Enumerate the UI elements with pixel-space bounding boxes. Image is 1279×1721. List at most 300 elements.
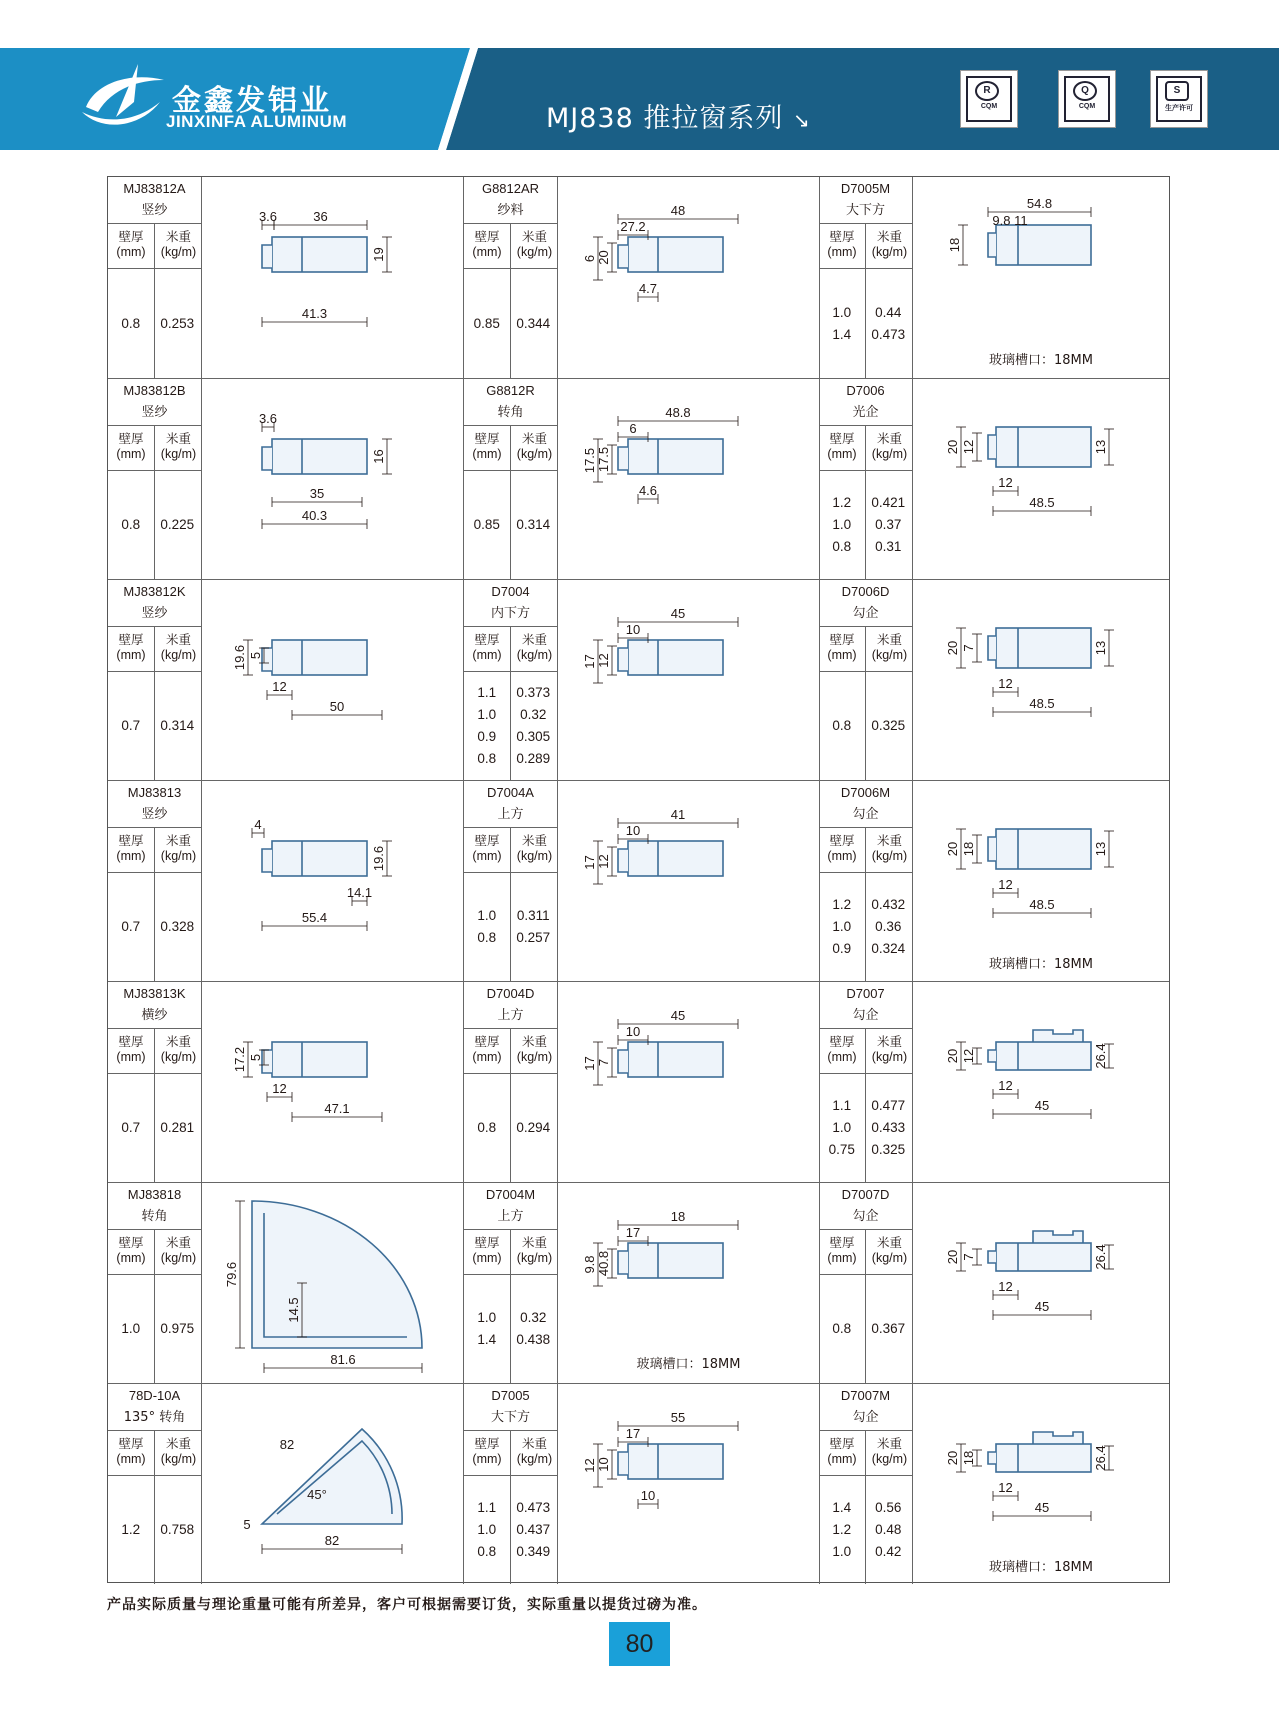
- dim-label: 12: [998, 877, 1013, 892]
- dim-label: 17: [582, 855, 597, 870]
- thickness-value: 1.0: [121, 1321, 141, 1336]
- product-info: [464, 981, 558, 1182]
- spec-row: [819, 894, 912, 916]
- weight-value: 0.37: [875, 517, 902, 532]
- spec-values: [819, 1476, 912, 1584]
- profile-diagram: [913, 1183, 1169, 1384]
- weight-value: 0.477: [871, 1098, 906, 1113]
- dim-label: 81.6: [330, 1352, 356, 1367]
- product-info: [819, 1383, 913, 1584]
- profile-diagram: [558, 177, 820, 378]
- dim-label: 17.2: [232, 1046, 247, 1073]
- thickness-value: 1.0: [477, 707, 497, 722]
- brand-name-en: JINXINFA ALUMINUM: [166, 112, 348, 131]
- weight-header: 米重 (kg/m): [516, 633, 553, 662]
- weight-header: 米重 (kg/m): [516, 1236, 553, 1265]
- dim-label: 18: [961, 841, 976, 857]
- product-name: 上方: [497, 1008, 524, 1023]
- spec-row: [819, 302, 912, 324]
- dim-label: 7: [961, 644, 976, 652]
- thickness-value: 1.0: [832, 1544, 852, 1559]
- thickness-value: 0.7: [121, 919, 141, 934]
- product-table: [107, 176, 1170, 1583]
- product-name: 竖纱: [141, 807, 168, 822]
- weight-value: 0.324: [871, 941, 906, 956]
- weight-value: 0.328: [160, 919, 195, 934]
- spec-values: [464, 269, 557, 378]
- profile-drawing: [913, 1383, 1169, 1584]
- dim-label: 45: [1034, 1299, 1050, 1314]
- glass-slot-note: 玻璃槽口：18MM: [989, 353, 1093, 368]
- dim-label: 12: [961, 439, 976, 455]
- product-info: [464, 1182, 558, 1383]
- dim-label: 10: [640, 1488, 656, 1503]
- product-code: MJ83812A: [123, 181, 186, 196]
- weight-value: 0.432: [871, 897, 906, 912]
- weight-header: 米重 (kg/m): [871, 1035, 908, 1064]
- product-info: [819, 981, 913, 1182]
- spec-row: [464, 927, 557, 949]
- product-code: G8812AR: [481, 181, 540, 196]
- spec-row: [819, 1117, 912, 1139]
- dim-label: 9.8: [582, 1255, 597, 1274]
- thickness-value: 0.8: [832, 718, 852, 733]
- dim-label: 17: [582, 654, 597, 669]
- product-info: [819, 378, 913, 579]
- glass-slot-note: 玻璃槽口：18MM: [989, 957, 1093, 972]
- weight-header: 米重 (kg/m): [516, 230, 553, 259]
- profile-drawing: [913, 177, 1169, 378]
- dim-label: 4.6: [638, 483, 658, 498]
- cert-badge-r: R CQM: [960, 70, 1018, 128]
- profile-diagram: [558, 580, 820, 781]
- profile-diagram: [202, 379, 464, 580]
- product-code: MJ83812B: [123, 383, 186, 398]
- dim-label: 26.4: [1093, 1445, 1108, 1471]
- thickness-value: 0.9: [477, 729, 497, 744]
- thickness-value: 0.8: [121, 315, 141, 331]
- profile-diagram: [913, 379, 1169, 580]
- spec-row: [819, 1541, 912, 1563]
- thickness-value: 1.1: [477, 685, 497, 700]
- thickness-value: 1.0: [832, 919, 852, 934]
- profile-drawing: [202, 981, 464, 1182]
- thickness-value: 0.85: [473, 517, 500, 532]
- profile-drawing: [558, 1383, 820, 1584]
- thickness-header: 壁厚 (mm): [472, 633, 502, 662]
- product-code: D7006D: [841, 584, 890, 599]
- glass-slot-note: 玻璃槽口：18MM: [989, 1560, 1093, 1575]
- dim-label: 20: [945, 640, 960, 656]
- spec-row: [464, 1497, 557, 1519]
- spec-values: [819, 471, 912, 579]
- dim-label: 47.1: [324, 1101, 350, 1116]
- profile-diagram: [202, 982, 464, 1183]
- product-name: 上方: [497, 807, 524, 822]
- thickness-value: 1.1: [832, 1098, 852, 1113]
- product-name: 勾企: [852, 807, 879, 822]
- spec-values: [464, 1476, 557, 1584]
- spec-values: [108, 873, 201, 981]
- product-info: [819, 177, 913, 378]
- dim-label: 48.5: [1029, 495, 1055, 510]
- thickness-header: 壁厚 (mm): [827, 633, 857, 662]
- dim-label: 41.3: [301, 306, 328, 321]
- series-title: MJ838 推拉窗系列 ↘: [546, 103, 811, 134]
- spec-row: [819, 1318, 912, 1340]
- dim-label: 54.8: [1026, 196, 1053, 211]
- product-name: 勾企: [852, 1410, 879, 1425]
- spec-row: [464, 313, 557, 335]
- arrow-icon: ↘: [792, 108, 811, 132]
- spec-row: [819, 938, 912, 960]
- product-code: D7005M: [840, 181, 891, 196]
- weight-value: 0.44: [875, 304, 902, 320]
- weight-header: 米重 (kg/m): [871, 1236, 908, 1265]
- product-code: D7005: [491, 1388, 530, 1403]
- spec-row: [464, 726, 557, 748]
- profile-drawing: [558, 780, 820, 981]
- thickness-value: 0.75: [828, 1142, 855, 1157]
- dim-label: 17: [625, 1225, 641, 1240]
- dim-label: 3.6: [258, 209, 278, 224]
- weight-value: 0.314: [160, 718, 195, 733]
- weight-header: 米重 (kg/m): [160, 1236, 197, 1265]
- spec-row: [464, 682, 557, 704]
- dim-label: 10: [625, 622, 641, 637]
- spec-values: [108, 269, 201, 378]
- profile-drawing: [202, 1383, 464, 1584]
- weight-value: 0.48: [875, 1522, 902, 1537]
- thickness-value: 1.2: [832, 495, 852, 510]
- profile-diagram: [558, 781, 820, 982]
- profile-drawing: [913, 780, 1169, 981]
- weight-value: 0.373: [516, 685, 551, 700]
- weight-value: 0.325: [871, 1142, 906, 1157]
- spec-values: [464, 1275, 557, 1383]
- product-code: D7004A: [487, 785, 534, 800]
- spec-values: [464, 1074, 557, 1182]
- profile-diagram: [202, 781, 464, 982]
- product-code: D7004M: [485, 1187, 536, 1202]
- product-code: D7004D: [486, 986, 535, 1001]
- dim-label: 16: [371, 449, 386, 464]
- weight-value: 0.305: [516, 729, 551, 744]
- weight-value: 0.289: [516, 751, 551, 766]
- product-info: [819, 1182, 913, 1383]
- thickness-value: 0.9: [832, 941, 852, 956]
- product-info: [464, 1383, 558, 1584]
- thickness-value: 0.8: [832, 1321, 852, 1336]
- thickness-value: 0.7: [121, 1120, 141, 1135]
- dim-label: 12: [596, 653, 611, 668]
- weight-value: 0.349: [516, 1544, 551, 1559]
- product-code: MJ83818: [127, 1187, 182, 1202]
- thickness-header: 壁厚 (mm): [827, 1437, 857, 1466]
- dim-label: 26.4: [1093, 1244, 1108, 1270]
- weight-value: 0.281: [160, 1120, 195, 1135]
- profile-diagram: [913, 781, 1169, 982]
- footnote: 产品实际质量与理论重量可能有所差异，客户可根据需要订货，实际重量以提货过磅为准。: [107, 1597, 707, 1613]
- dim-label: 40.8: [596, 1250, 611, 1277]
- dim-label: 50: [329, 699, 345, 714]
- spec-row: [819, 916, 912, 938]
- profile-drawing: [202, 378, 464, 579]
- weight-value: 0.257: [516, 930, 551, 945]
- product-name: 勾企: [852, 1008, 879, 1023]
- thickness-header: 壁厚 (mm): [116, 432, 146, 461]
- weight-value: 0.32: [520, 1310, 547, 1325]
- weight-header: 米重 (kg/m): [160, 834, 197, 863]
- profile-diagram: [558, 982, 820, 1183]
- dim-label: 12: [596, 854, 611, 869]
- profile-drawing: [913, 378, 1169, 579]
- weight-header: 米重 (kg/m): [516, 1035, 553, 1064]
- thickness-value: 1.0: [477, 908, 497, 923]
- dim-label: 13: [1093, 439, 1108, 455]
- product-info: [819, 780, 913, 981]
- product-code: MJ83812K: [123, 584, 186, 599]
- product-info: [464, 378, 558, 579]
- product-info: [464, 780, 558, 981]
- dim-label: 3.6: [258, 411, 278, 426]
- product-name: 竖纱: [141, 203, 168, 218]
- product-info: [819, 579, 913, 780]
- spec-row: [819, 514, 912, 536]
- dim-label: 12: [998, 1480, 1013, 1495]
- dim-label: 18: [961, 1450, 976, 1466]
- spec-row: [819, 1497, 912, 1519]
- weight-value: 0.42: [875, 1544, 902, 1559]
- dim-label: 17: [582, 1056, 597, 1071]
- dim-label: 14.5: [286, 1297, 301, 1323]
- dim-label: 40.3: [301, 508, 328, 523]
- profile-drawing: [558, 579, 820, 780]
- profile-drawing: [913, 579, 1169, 780]
- weight-value: 0.367: [871, 1321, 906, 1336]
- spec-row: [108, 1519, 201, 1541]
- product-name: 竖纱: [141, 405, 168, 420]
- thickness-value: 1.2: [121, 1522, 141, 1537]
- product-name: 上方: [497, 1209, 524, 1224]
- weight-value: 0.314: [516, 517, 551, 532]
- spec-row: [464, 748, 557, 770]
- thickness-header: 壁厚 (mm): [472, 1437, 502, 1466]
- dim-label: 79.6: [224, 1261, 239, 1288]
- dim-label: 82: [279, 1437, 295, 1452]
- product-code: G8812R: [486, 383, 535, 398]
- thickness-header: 壁厚 (mm): [472, 1035, 502, 1064]
- weight-value: 0.225: [160, 517, 195, 532]
- spec-row: [819, 1519, 912, 1541]
- thickness-value: 0.7: [121, 718, 141, 733]
- thickness-header: 壁厚 (mm): [827, 432, 857, 461]
- product-name: 纱料: [497, 203, 524, 218]
- dim-label: 12: [961, 1048, 976, 1064]
- product-code: MJ83813K: [123, 986, 186, 1001]
- weight-header: 米重 (kg/m): [871, 230, 908, 259]
- thickness-value: 0.8: [832, 539, 852, 554]
- dim-label: 12: [998, 676, 1013, 691]
- thickness-value: 0.8: [477, 930, 497, 945]
- product-info: [464, 177, 558, 378]
- dim-label: 10: [625, 1024, 641, 1039]
- spec-row: [108, 1117, 201, 1139]
- profile-diagram: [202, 1183, 464, 1384]
- weight-value: 0.473: [871, 326, 906, 342]
- weight-header: 米重 (kg/m): [516, 1437, 553, 1466]
- weight-value: 0.294: [516, 1120, 551, 1135]
- dim-label: 41: [670, 807, 686, 822]
- dim-label: 82: [324, 1533, 340, 1548]
- dim-label: 12: [272, 1081, 287, 1096]
- thickness-value: 1.0: [832, 304, 852, 320]
- thickness-header: 壁厚 (mm): [472, 1236, 502, 1265]
- thickness-value: 1.0: [832, 517, 852, 532]
- thickness-value: 0.8: [477, 1544, 497, 1559]
- spec-row: [464, 1117, 557, 1139]
- dim-label: 17.5: [596, 446, 611, 473]
- dim-label: 10: [596, 1457, 611, 1472]
- dim-label: 20: [945, 1048, 960, 1064]
- weight-header: 米重 (kg/m): [871, 432, 908, 461]
- spec-row: [464, 905, 557, 927]
- weight-value: 0.437: [516, 1522, 551, 1537]
- weight-header: 米重 (kg/m): [516, 834, 553, 863]
- spec-values: [108, 471, 201, 579]
- profile-diagram: [558, 379, 820, 580]
- dim-label: 5: [248, 651, 263, 660]
- dim-label: 27.2: [620, 219, 646, 234]
- dim-label: 12: [998, 1078, 1013, 1093]
- dim-label: 48.5: [1029, 696, 1055, 711]
- spec-row: [464, 1519, 557, 1541]
- dim-label: 5: [243, 1517, 251, 1532]
- product-code: D7007M: [840, 1388, 891, 1403]
- product-code: 78D-10A: [128, 1388, 181, 1403]
- weight-value: 0.253: [160, 315, 195, 331]
- dim-label: 48: [670, 203, 686, 218]
- spec-values: [819, 672, 912, 780]
- profile-diagram: [202, 580, 464, 781]
- dim-label: 48.8: [665, 405, 691, 420]
- page-number: 80: [609, 1622, 670, 1666]
- dim-label: 19.6: [371, 845, 386, 872]
- dim-label: 26.4: [1093, 1043, 1108, 1069]
- dim-label: 20: [596, 250, 611, 265]
- spec-values: [819, 1275, 912, 1383]
- spec-row: [108, 1318, 201, 1340]
- spec-values: [464, 672, 557, 780]
- profile-drawing: [202, 177, 464, 378]
- spec-values: [108, 1476, 201, 1584]
- spec-row: [819, 492, 912, 514]
- thickness-value: 1.4: [832, 326, 852, 342]
- dim-label: 36: [313, 209, 328, 224]
- thickness-header: 壁厚 (mm): [116, 834, 146, 863]
- profile-diagram: [558, 1384, 820, 1585]
- dim-label: 6: [629, 421, 637, 436]
- spec-row: [464, 1329, 557, 1351]
- dim-label: 7: [596, 1058, 611, 1067]
- product-name: 内下方: [490, 606, 530, 621]
- spec-values: [108, 672, 201, 780]
- product-info: [464, 579, 558, 780]
- thickness-header: 壁厚 (mm): [116, 633, 146, 662]
- product-info: [108, 177, 202, 378]
- thickness-value: 1.0: [832, 1120, 852, 1135]
- weight-value: 0.32: [520, 707, 547, 722]
- dim-label: 12: [998, 1279, 1013, 1294]
- dim-label: 5: [248, 1053, 263, 1062]
- spec-values: [108, 1275, 201, 1383]
- thickness-header: 壁厚 (mm): [116, 1437, 146, 1466]
- spec-row: [464, 1307, 557, 1329]
- dim-label: 20: [945, 1249, 960, 1265]
- thickness-value: 1.2: [832, 1522, 852, 1537]
- spec-row: [819, 715, 912, 737]
- profile-drawing: [913, 981, 1169, 1182]
- profile-diagram: [913, 982, 1169, 1183]
- dim-label: 7: [961, 1253, 976, 1261]
- weight-header: 米重 (kg/m): [160, 1035, 197, 1064]
- dim-label: 13: [1093, 841, 1108, 857]
- spec-values: [819, 269, 912, 378]
- dim-label: 17: [625, 1426, 641, 1441]
- weight-header: 米重 (kg/m): [871, 1437, 908, 1466]
- dim-label: 45: [670, 606, 686, 621]
- weight-header: 米重 (kg/m): [160, 230, 197, 259]
- product-info: [108, 981, 202, 1182]
- product-info: [108, 1182, 202, 1383]
- profile-diagram: [913, 177, 1169, 378]
- weight-header: 米重 (kg/m): [871, 834, 908, 863]
- thickness-value: 0.8: [121, 517, 141, 532]
- weight-value: 0.421: [871, 495, 906, 510]
- dim-label: 4: [254, 817, 262, 832]
- weight-value: 0.438: [516, 1332, 551, 1347]
- thickness-header: 壁厚 (mm): [116, 1035, 146, 1064]
- product-code: D7006: [846, 383, 885, 398]
- product-code: D7007D: [841, 1187, 890, 1202]
- dim-label: 13: [1093, 640, 1108, 656]
- spec-row: [108, 313, 201, 335]
- dim-label: 45°: [307, 1487, 327, 1502]
- product-name: 勾企: [852, 1209, 879, 1224]
- weight-header: 米重 (kg/m): [516, 432, 553, 461]
- weight-value: 0.31: [875, 539, 902, 554]
- weight-value: 0.473: [516, 1500, 551, 1515]
- spec-row: [464, 704, 557, 726]
- profile-drawing: [558, 177, 820, 378]
- dim-label: 45: [670, 1008, 686, 1023]
- profile-diagram: [202, 1384, 464, 1585]
- product-name: 转角: [497, 405, 524, 420]
- thickness-value: 1.1: [477, 1500, 497, 1515]
- product-code: D7006M: [840, 785, 891, 800]
- dim-label: 10: [625, 823, 641, 838]
- dim-label: 55.4: [301, 910, 328, 925]
- spec-row: [464, 514, 557, 536]
- product-code: MJ83813: [127, 785, 182, 800]
- spec-values: [819, 873, 912, 981]
- profile-drawing: [202, 1182, 464, 1383]
- glass-slot-note: 玻璃槽口：18MM: [636, 1357, 741, 1372]
- thickness-header: 壁厚 (mm): [472, 834, 502, 863]
- profile-diagram: [202, 177, 464, 378]
- profile-drawing: [558, 981, 820, 1182]
- weight-header: 米重 (kg/m): [160, 633, 197, 662]
